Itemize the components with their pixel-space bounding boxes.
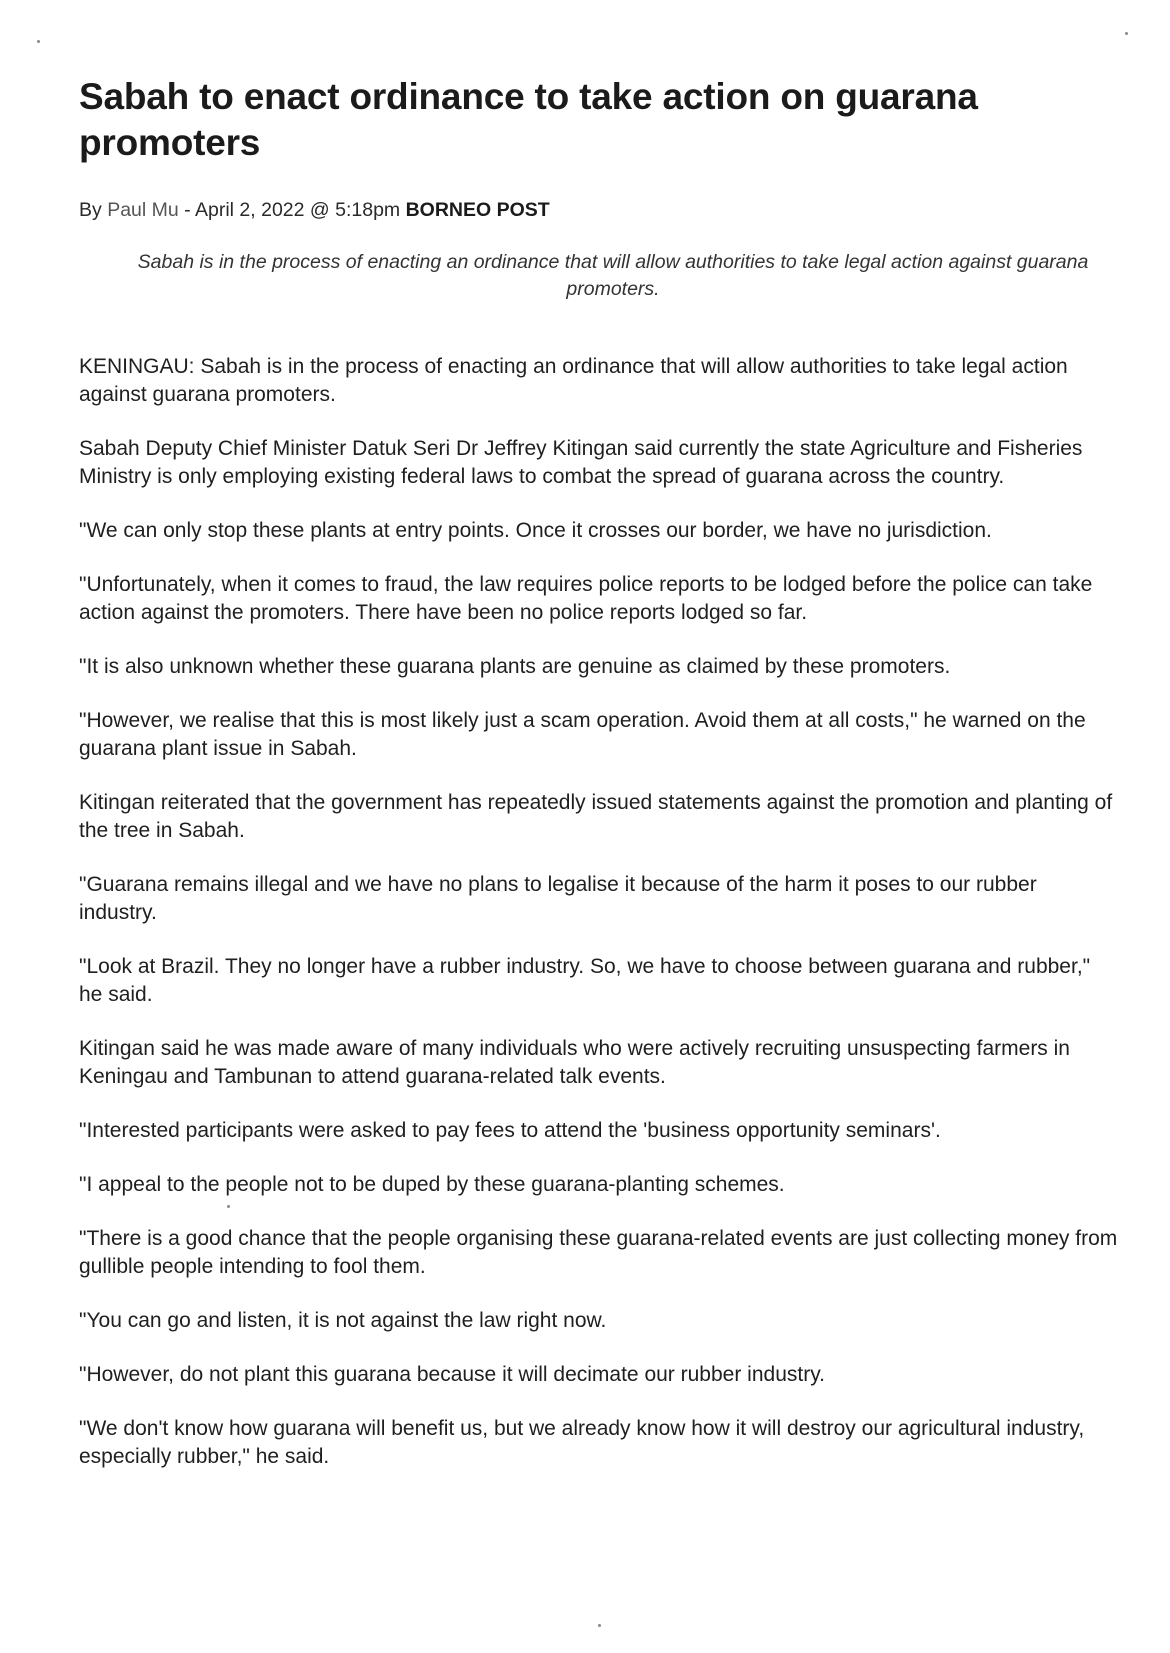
scan-speck (37, 40, 40, 43)
scan-speck (227, 1205, 230, 1208)
byline-author: Paul Mu (107, 199, 179, 221)
body-paragraph: Sabah Deputy Chief Minister Datuk Seri Dr Jeffrey Kitingan said currently the state Agriculture and Fisheries Ministry is only employing existing federal laws to combat the spread of guarana across the country. (79, 437, 1083, 488)
body-paragraph: "We can only stop these plants at entry points. Once it crosses our border, we have no jurisdiction. (79, 519, 992, 542)
body-paragraph: "It is also unknown whether these guarana plants are genuine as claimed by these promoters. (79, 655, 951, 678)
byline-prefix: By (79, 199, 102, 221)
body-paragraph: KENINGAU: Sabah is in the process of enacting an ordinance that will allow authorities to take legal action against guarana promoters. (79, 355, 1068, 406)
body-paragraph: "However, do not plant this guarana because it will decimate our rubber industry. (79, 1363, 825, 1386)
body-paragraph: "You can go and listen, it is not against the law right now. (79, 1309, 607, 1332)
body-paragraph: "Interested participants were asked to pay fees to attend the 'business opportunity seminars'. (79, 1119, 941, 1142)
scan-speck (1125, 32, 1128, 35)
body-paragraph: "We don't know how guarana will benefit us, but we already know how it will destroy our agricultural industry, especially rubber," he said. (79, 1417, 1085, 1468)
article-byline (79, 197, 550, 223)
body-paragraph: "I appeal to the people not to be duped by these guarana-planting schemes. (79, 1173, 785, 1196)
body-paragraph: "There is a good chance that the people organising these guarana-related events are just collecting money from gullible people intending to fool them. (79, 1227, 1118, 1278)
article-standfirst: Sabah is in the process of enacting an ordinance that will allow authorities to take legal action against guarana promoters. (137, 251, 1089, 300)
body-paragraph: "Unfortunately, when it comes to fraud, the law requires police reports to be lodged before the police can take action against the promoters. There have been no police reports lodged so far. (79, 573, 1093, 624)
byline-separator: - (184, 199, 191, 221)
body-paragraph: "However, we realise that this is most likely just a scam operation. Avoid them at all costs," he warned on the guarana plant issue in Sabah. (79, 709, 1086, 760)
byline-outlet: BORNEO POST (405, 199, 550, 221)
body-paragraph: Kitingan said he was made aware of many individuals who were actively recruiting unsuspecting farmers in Keningau and Tambunan to attend guarana-related talk events. (79, 1037, 1070, 1088)
article-headline: Sabah to enact ordinance to take action on guarana promoters (79, 76, 978, 163)
body-paragraph: "Guarana remains illegal and we have no plans to legalise it because of the harm it poses to our rubber industry. (79, 873, 1037, 924)
body-paragraph: Kitingan reiterated that the government has repeatedly issued statements against the promotion and planting of the tree in Sabah. (79, 791, 1113, 842)
scan-speck (598, 1624, 601, 1627)
byline-datetime: April 2, 2022 @ 5:18pm (195, 199, 401, 221)
article-body (79, 353, 1119, 1497)
body-paragraph: "Look at Brazil. They no longer have a rubber industry. So, we have to choose between guarana and rubber," he said. (79, 955, 1091, 1006)
